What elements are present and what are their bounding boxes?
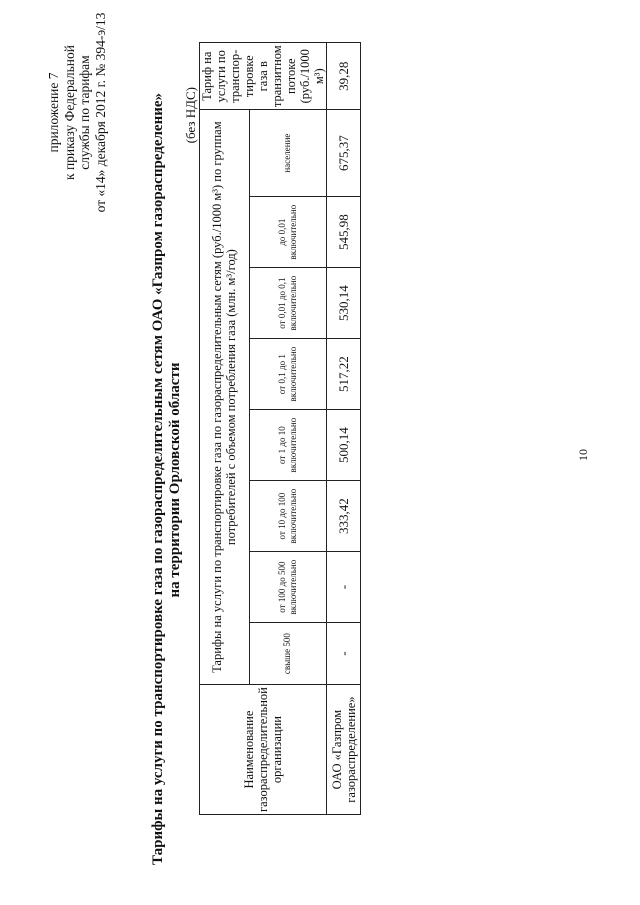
value-population: 675,37 xyxy=(327,110,361,197)
appendix-reference xyxy=(46,10,108,215)
tariff-table xyxy=(199,42,361,815)
vat-note: (без НДС) xyxy=(183,87,198,144)
col-header-100-500: от 100 до 500 включительно xyxy=(249,552,326,623)
org-name: ОАО «Газпром газораспределение» xyxy=(327,685,361,815)
group-header: Тарифы на услуги по транспортировке газа по газораспределительным сетям (руб./1000 м³) по группам потребителей с объемом потребления газа (млн. м³/год) xyxy=(200,110,250,685)
value-up-to-0-01: 545,98 xyxy=(327,197,361,268)
table-row xyxy=(327,43,361,815)
transit-header: Тариф на услуги по транспор-тировке газа в транзитном потоке (руб./1000 м³) xyxy=(200,43,327,110)
value-1-10: 500,14 xyxy=(327,410,361,481)
value-0-1-1: 517,22 xyxy=(327,339,361,410)
appendix-line-1: приложение 7 xyxy=(46,72,61,153)
value-transit: 39,28 xyxy=(327,43,361,110)
col-header-up-to-0-01: до 0,01 включительно xyxy=(249,197,326,268)
col-header-over-500: свыше 500 xyxy=(249,623,326,685)
col-header-0-1-1: от 0,1 до 1 включительно xyxy=(249,339,326,410)
document-title xyxy=(150,92,184,865)
col-header-10-100: от 10 до 100 включительно xyxy=(249,481,326,552)
appendix-line-4: от «14» декабря 2012 г. № 394-э/13 xyxy=(92,12,108,213)
col-header-0-01-0-1: от 0,01 до 0,1 включительно xyxy=(249,268,326,339)
col-header-population: население xyxy=(249,110,326,197)
page-number: 10 xyxy=(576,449,590,461)
value-0-01-0-1: 530,14 xyxy=(327,268,361,339)
title-line-2: на территории Орловской области xyxy=(167,362,183,598)
value-100-500: - xyxy=(327,552,361,623)
col-header-1-10: от 1 до 10 включительно xyxy=(249,410,326,481)
org-header: Наименование газораспределительной организации xyxy=(200,685,327,815)
appendix-line-2: к приказу Федеральной xyxy=(61,45,77,180)
value-over-500: - xyxy=(327,623,361,685)
appendix-line-3: службы по тарифам xyxy=(77,55,92,170)
value-10-100: 333,42 xyxy=(327,481,361,552)
title-line-1: Тарифы на услуги по транспортировке газа по газораспределительным сетям ОАО «Газпром газораспределение» xyxy=(150,92,166,865)
